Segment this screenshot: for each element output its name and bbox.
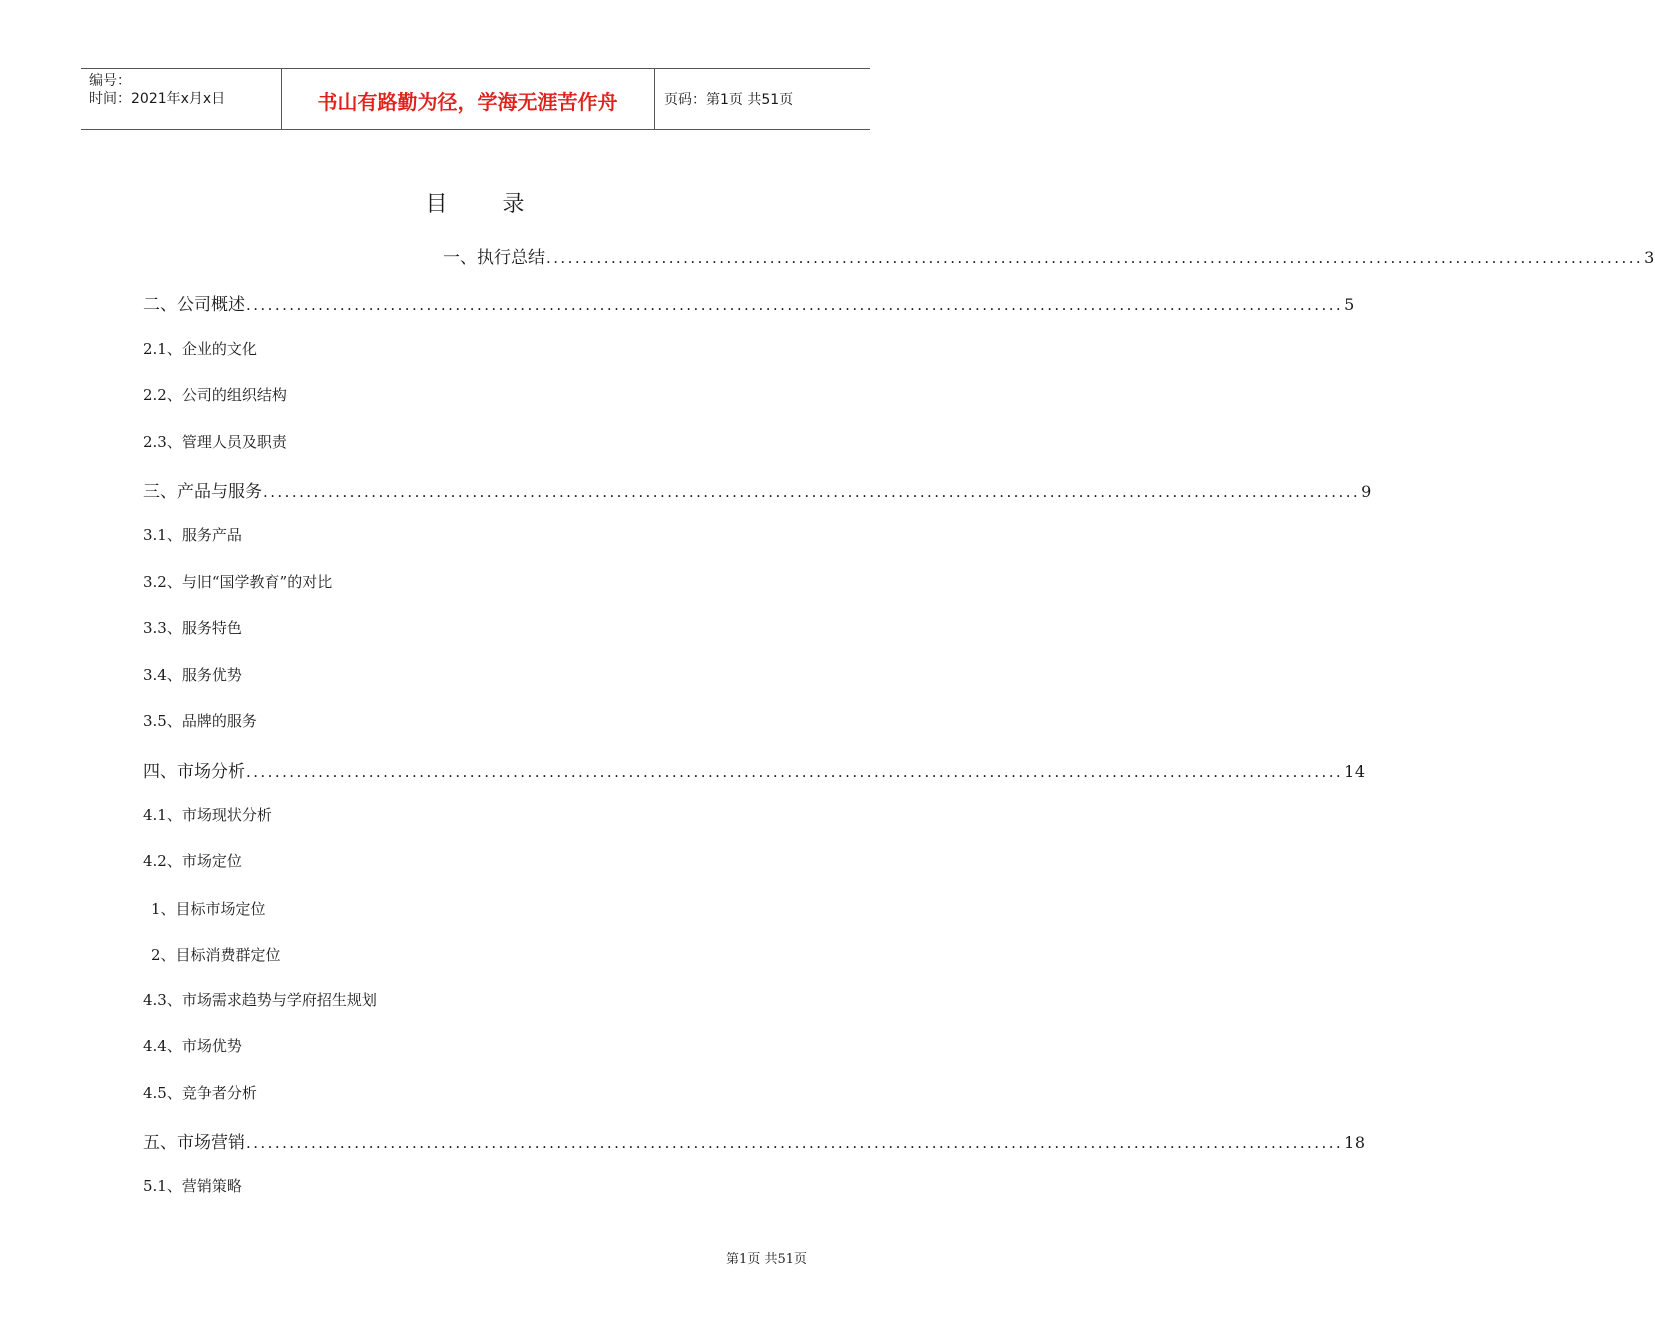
toc-entry-3-4[interactable]: 3.4、服务优势 (143, 666, 242, 684)
toc-page-number: 18 (1344, 1133, 1366, 1152)
toc-entry-3-3[interactable]: 3.3、服务特色 (143, 619, 242, 637)
toc-entry-4-2-1[interactable]: 1、目标市场定位 (151, 900, 266, 918)
toc-title: 目 录 (425, 192, 549, 217)
toc-entry-4-1[interactable]: 4.1、市场现状分析 (143, 806, 272, 824)
toc-entry-label: 四、市场分析 (143, 762, 245, 782)
toc-entry-4-4[interactable]: 4.4、市场优势 (143, 1037, 242, 1055)
toc-entry-4-2[interactable]: 4.2、市场定位 (143, 852, 242, 870)
toc-page-number: 14 (1344, 762, 1366, 781)
toc-leader-dots: ........................................................................................................................................................ (246, 763, 1344, 781)
header-page-label: 页码：第1页 共51页 (664, 92, 794, 108)
toc-entry-2[interactable] (143, 290, 1355, 315)
toc-leader-dots: ........................................................................................................................................................ (246, 296, 1344, 314)
toc-entry-label: 二、公司概述 (143, 295, 245, 315)
toc-entry-2-2[interactable]: 2.2、公司的组织结构 (143, 386, 287, 404)
toc-entry-3[interactable] (143, 477, 1372, 502)
toc-entry-4-5[interactable]: 4.5、竞争者分析 (143, 1084, 257, 1102)
header-meta-cell (81, 69, 282, 129)
header-page-cell (654, 69, 870, 129)
header-date-label: 时间：2021年x月x日 (89, 91, 226, 107)
toc-entry-2-3[interactable]: 2.3、管理人员及职责 (143, 433, 287, 451)
toc-entry-4-2-2[interactable]: 2、目标消费群定位 (151, 946, 281, 964)
toc-entry-2-1[interactable]: 2.1、企业的文化 (143, 340, 257, 358)
header-motto-cell (281, 69, 655, 129)
toc-entry-label: 三、产品与服务 (143, 482, 262, 502)
page-header (81, 68, 870, 130)
toc-entry-5[interactable] (143, 1128, 1366, 1153)
toc-leader-dots: ........................................................................................................................................................ (246, 1134, 1344, 1152)
header-code-label: 编号： (89, 73, 131, 89)
toc-entry-4[interactable] (143, 757, 1366, 782)
header-motto: 书山有路勤为径，学海无涯苦作舟 (317, 90, 618, 114)
toc-entry-3-5[interactable]: 3.5、品牌的服务 (143, 712, 257, 730)
toc-entry-label: 一、执行总结 (443, 248, 545, 268)
toc-entry-5-1[interactable]: 5.1、营销策略 (143, 1177, 242, 1195)
toc-page-number: 3 (1644, 248, 1655, 267)
toc-page-number: 9 (1361, 482, 1372, 501)
toc-entry-3-1[interactable]: 3.1、服务产品 (143, 526, 242, 544)
toc-entry-label: 五、市场营销 (143, 1133, 245, 1153)
page-footer: 第1页 共51页 (726, 1252, 807, 1267)
toc-page-number: 5 (1344, 295, 1355, 314)
toc-entry-1[interactable] (443, 243, 1655, 268)
toc-leader-dots: ........................................................................................................................................................ (546, 249, 1644, 267)
toc-leader-dots: ........................................................................................................................................................ (263, 483, 1361, 501)
toc-entry-4-3[interactable]: 4.3、市场需求趋势与学府招生规划 (143, 991, 377, 1009)
toc-entry-3-2[interactable]: 3.2、与旧“国学教育”的对比 (143, 573, 333, 591)
